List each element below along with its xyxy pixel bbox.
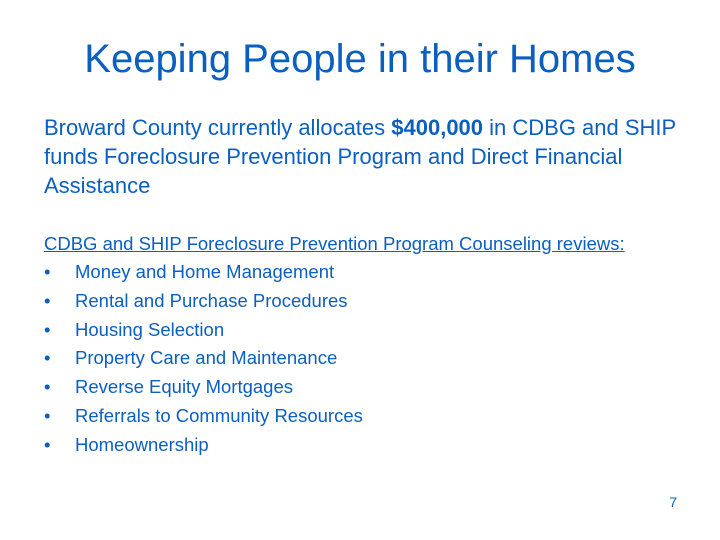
list-item xyxy=(44,344,694,373)
bullet-icon: • xyxy=(44,433,51,455)
intro-amount: $400,000 xyxy=(391,115,484,140)
list-item xyxy=(44,316,694,345)
list-item-text: Referrals to Community Resources xyxy=(75,404,363,426)
list-item-text: Property Care and Maintenance xyxy=(75,347,338,369)
counseling-topics-list xyxy=(44,258,694,460)
intro-text-after: in CDBG and SHIP funds Foreclosure Prevention Program and Direct Financial Assistance xyxy=(44,115,676,198)
bullet-icon: • xyxy=(44,347,51,369)
list-item xyxy=(44,402,694,431)
list-item xyxy=(44,258,694,287)
counseling-section xyxy=(44,230,694,460)
list-item xyxy=(44,431,694,460)
section-heading: CDBG and SHIP Foreclosure Prevention Program Counseling reviews: xyxy=(44,233,625,254)
bullet-icon: • xyxy=(44,318,51,340)
slide-title: Keeping People in their Homes xyxy=(84,37,636,81)
list-item-text: Homeownership xyxy=(75,433,209,455)
bullet-icon: • xyxy=(44,289,51,311)
bullet-icon: • xyxy=(44,376,51,398)
bullet-icon: • xyxy=(44,404,51,426)
list-item-text: Rental and Purchase Procedures xyxy=(75,289,348,311)
list-item-text: Housing Selection xyxy=(75,318,225,340)
list-item-text: Money and Home Management xyxy=(75,261,335,282)
bullet-icon: • xyxy=(44,261,51,282)
intro-text-before: Broward County currently allocates xyxy=(44,115,392,140)
list-item-text: Reverse Equity Mortgages xyxy=(75,376,293,398)
intro-paragraph xyxy=(44,113,694,200)
list-item xyxy=(44,287,694,316)
page-number: 7 xyxy=(669,494,677,510)
list-item xyxy=(44,373,694,402)
